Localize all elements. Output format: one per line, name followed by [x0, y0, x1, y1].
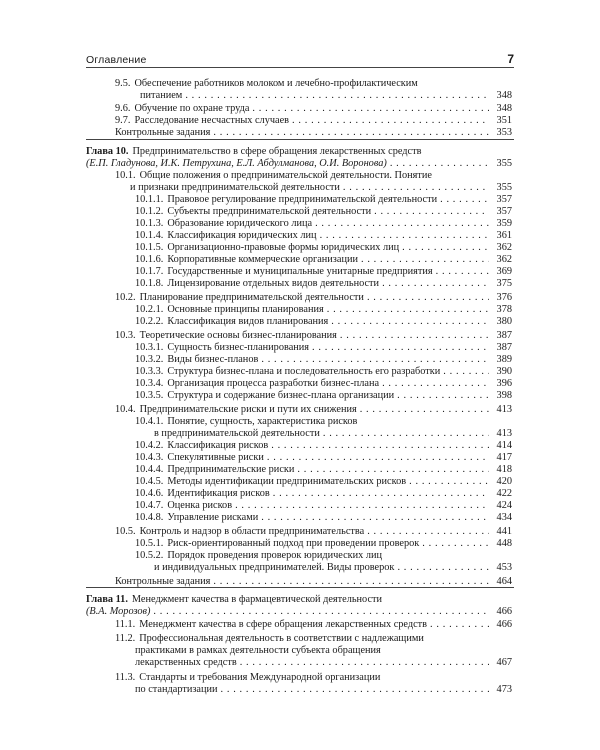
page-number: 396	[496, 378, 512, 389]
toc-entry	[135, 304, 512, 316]
toc-entry	[135, 538, 512, 550]
section-number: 10.4.5.	[135, 476, 164, 487]
toc-entry	[86, 606, 512, 618]
entry-title: Менеджмент качества в фармацевтической деятельности	[131, 594, 383, 605]
entry-title: Структура бизнес-плана и последовательность его разработки	[167, 366, 441, 377]
leader-dots	[382, 378, 489, 390]
page-number: 375	[496, 278, 512, 289]
page-number: 376	[496, 292, 512, 303]
entry-title: Стандарты и требования Международной организации	[139, 672, 381, 683]
section-number: 10.1.	[115, 170, 136, 181]
page-number: 389	[496, 354, 512, 365]
header-page-number: 7	[507, 52, 514, 66]
page-number: 361	[496, 230, 512, 241]
page-number: 369	[496, 266, 512, 277]
toc-entry	[135, 476, 512, 488]
leader-dots	[273, 488, 489, 500]
leader-dots	[235, 500, 489, 512]
leader-dots	[261, 354, 489, 366]
section-number: 10.4.2.	[135, 440, 164, 451]
section-number: 10.1.3.	[135, 218, 164, 229]
chapter-number: Глава 10.	[86, 146, 129, 157]
page-number: 357	[496, 194, 512, 205]
entry-title: Теоретические основы бизнес-планирования	[139, 330, 337, 341]
page-number: 418	[496, 464, 512, 475]
entry-title: Контрольные задания	[115, 127, 211, 138]
toc-entry	[135, 657, 512, 669]
toc-entry	[135, 242, 512, 254]
section-number: 10.1.5.	[135, 242, 164, 253]
leader-dots	[340, 330, 489, 342]
section-number: 10.5.2.	[135, 550, 164, 561]
entry-title: в предпринимательской деятельности	[154, 428, 320, 439]
page-number: 413	[496, 404, 512, 415]
entry-title: Классификация юридических лиц	[167, 230, 317, 241]
page-number: 355	[496, 182, 512, 193]
section-number: 10.1.8.	[135, 278, 164, 289]
entry-title: Контрольные задания	[115, 576, 211, 587]
section-number: 10.3.2.	[135, 354, 164, 365]
entry-title: Предпринимательские риски и пути их снижения	[139, 404, 357, 415]
entry-title: Государственные и муниципальные унитарные предприятия	[167, 266, 433, 277]
page-number: 351	[496, 115, 512, 126]
leader-dots	[430, 619, 489, 631]
leader-dots	[292, 115, 489, 127]
leader-dots	[185, 90, 489, 102]
toc-entry	[115, 127, 512, 139]
entry-title: Основные принципы планирования	[167, 304, 324, 315]
page-number: 362	[496, 254, 512, 265]
entry-title: Расследование несчастных случаев	[134, 115, 290, 126]
leader-dots	[382, 278, 489, 290]
toc-entry	[86, 158, 512, 170]
section-number: 9.7.	[115, 115, 131, 126]
toc-entry	[115, 78, 512, 90]
leader-dots	[343, 182, 489, 194]
page-number: 441	[496, 526, 512, 537]
page-number: 448	[496, 538, 512, 549]
toc-entry	[135, 354, 512, 366]
entry-title: Профессиональная деятельность в соответствии с надлежащими	[139, 633, 424, 644]
entry-title: Образование юридического лица	[167, 218, 313, 229]
leader-dots	[436, 266, 489, 278]
entry-title: практиками в рамках деятельности субъекта обращения	[135, 645, 381, 656]
section-number: 10.4.3.	[135, 452, 164, 463]
section-number: 11.2.	[115, 633, 136, 644]
chapter-divider	[86, 587, 514, 588]
leader-dots	[221, 684, 489, 696]
page-number: 387	[496, 342, 512, 353]
leader-dots	[312, 342, 489, 354]
page-number: 362	[496, 242, 512, 253]
toc-entry	[135, 684, 512, 696]
page-number: 353	[496, 127, 512, 138]
page-number: 355	[496, 158, 512, 169]
entry-title: Планирование предпринимательской деятельности	[139, 292, 364, 303]
toc-entry	[115, 619, 512, 631]
page-number: 359	[496, 218, 512, 229]
section-number: 11.1.	[115, 619, 136, 630]
page-number: 424	[496, 500, 512, 511]
page-number: 473	[496, 684, 512, 695]
toc-entry	[135, 194, 512, 206]
entry-title: Обеспечение работников молоком и лечебно-профилактическим	[134, 78, 418, 89]
leader-dots	[240, 657, 489, 669]
toc-entry	[135, 230, 512, 242]
entry-title: Оценка рисков	[167, 500, 233, 511]
entry-title: Лицензирование отдельных видов деятельности	[167, 278, 380, 289]
section-number: 11.3.	[115, 672, 136, 683]
toc-entry	[115, 404, 512, 416]
toc-entry	[135, 416, 512, 428]
page-number: 378	[496, 304, 512, 315]
leader-dots	[261, 512, 489, 524]
entry-title: Организация процесса разработки бизнес-плана	[167, 378, 380, 389]
entry-title: Субъекты предпринимательской деятельности	[167, 206, 372, 217]
page-number: 413	[496, 428, 512, 439]
toc-entry	[135, 316, 512, 328]
toc-entry	[115, 292, 512, 304]
entry-title: Обучение по охране труда	[134, 103, 250, 114]
section-number: 10.4.4.	[135, 464, 164, 475]
section-number: 10.3.1.	[135, 342, 164, 353]
page-number: 414	[496, 440, 512, 451]
leader-dots	[252, 103, 489, 115]
toc-entry	[86, 594, 512, 606]
page-number: 387	[496, 330, 512, 341]
leader-dots	[374, 206, 489, 218]
entry-title: Управление рисками	[167, 512, 259, 523]
section-number: 10.3.3.	[135, 366, 164, 377]
section-number: 10.5.	[115, 526, 136, 537]
toc-entry	[135, 452, 512, 464]
page-number: 467	[496, 657, 512, 668]
page-number: 390	[496, 366, 512, 377]
section-number: 10.2.2.	[135, 316, 164, 327]
section-number: 10.3.5.	[135, 390, 164, 401]
section-number: 10.4.	[115, 404, 136, 415]
section-number: 10.3.	[115, 330, 136, 341]
leader-dots	[323, 428, 489, 440]
leader-dots	[267, 452, 489, 464]
toc-entry	[86, 146, 512, 158]
entry-title: Спекулятивные риски	[167, 452, 264, 463]
leader-dots	[397, 562, 489, 574]
entry-title: Виды бизнес-планов	[167, 354, 259, 365]
leader-dots	[402, 242, 489, 254]
entry-title: Риск-ориентированный подход при проведении проверок	[167, 538, 420, 549]
page-number: 420	[496, 476, 512, 487]
page-number: 466	[496, 606, 512, 617]
toc-entry	[140, 90, 512, 102]
leader-dots	[443, 366, 489, 378]
leader-dots	[331, 316, 489, 328]
leader-dots	[367, 292, 489, 304]
page-number: 417	[496, 452, 512, 463]
section-number: 10.1.6.	[135, 254, 164, 265]
toc-entry	[135, 645, 512, 657]
entry-title: Структура и содержание бизнес-плана организации	[167, 390, 395, 401]
entry-title: и индивидуальных предпринимателей. Виды проверок	[154, 562, 395, 573]
section-number: 10.2.1.	[135, 304, 164, 315]
section-number: 10.5.1.	[135, 538, 164, 549]
toc-entry	[135, 464, 512, 476]
toc-entry	[135, 488, 512, 500]
section-number: 10.4.8.	[135, 512, 164, 523]
entry-title: Общие положения о предпринимательской деятельности. Понятие	[139, 170, 432, 181]
toc-entry	[135, 366, 512, 378]
page-number: 380	[496, 316, 512, 327]
chapter-authors: (Е.П. Гладунова, И.К. Петрухина, Е.Л. Абдулманова, О.И. Воронова)	[86, 158, 387, 169]
section-number: 10.2.	[115, 292, 136, 303]
entry-title: Понятие, сущность, характеристика рисков	[167, 416, 358, 427]
toc-entry	[154, 562, 512, 574]
page-number: 464	[496, 576, 512, 587]
toc-entry	[135, 278, 512, 290]
toc-entry	[115, 330, 512, 342]
entry-title: Предпринимательские риски	[167, 464, 295, 475]
toc-entry	[135, 440, 512, 452]
section-number: 10.4.1.	[135, 416, 164, 427]
leader-dots	[315, 218, 489, 230]
toc-entry	[154, 428, 512, 440]
page-number: 466	[496, 619, 512, 630]
header-title: Оглавление	[86, 54, 147, 66]
chapter-number: Глава 11.	[86, 594, 128, 605]
toc-entry	[115, 115, 512, 127]
toc-entry	[130, 182, 512, 194]
entry-title: Контроль и надзор в области предпринимательства	[139, 526, 365, 537]
section-number: 10.3.4.	[135, 378, 164, 389]
section-number: 10.4.7.	[135, 500, 164, 511]
entry-title: Правовое регулирование предпринимательской деятельности	[167, 194, 438, 205]
leader-dots	[422, 538, 489, 550]
toc-entry	[115, 103, 512, 115]
entry-title: Идентификация рисков	[167, 488, 270, 499]
page-number: 357	[496, 206, 512, 217]
section-number: 10.1.4.	[135, 230, 164, 241]
entry-title: Менеджмент качества в сфере обращения лекарственных средств	[139, 619, 428, 630]
leader-dots	[213, 127, 489, 139]
leader-dots	[440, 194, 489, 206]
entry-title: Предпринимательство в сфере обращения лекарственных средств	[132, 146, 422, 157]
toc-entry	[115, 526, 512, 538]
page-number: 422	[496, 488, 512, 499]
entry-title: Сущность бизнес-планирования	[167, 342, 310, 353]
leader-dots	[397, 390, 489, 402]
entry-title: лекарственных средств	[135, 657, 237, 668]
leader-dots	[409, 476, 489, 488]
toc-entry	[135, 342, 512, 354]
page-number: 453	[496, 562, 512, 573]
page-number: 348	[496, 90, 512, 101]
page-number: 434	[496, 512, 512, 523]
toc-entry	[135, 218, 512, 230]
chapter-divider	[86, 139, 514, 140]
leader-dots	[361, 254, 489, 266]
entry-title: Организационно-правовые формы юридических лиц	[167, 242, 400, 253]
section-number: 10.4.6.	[135, 488, 164, 499]
page-number: 348	[496, 103, 512, 114]
entry-title: Классификация видов планирования	[167, 316, 329, 327]
toc-entry	[135, 500, 512, 512]
toc-entry	[135, 550, 512, 562]
section-number: 10.1.2.	[135, 206, 164, 217]
toc-entry	[135, 390, 512, 402]
section-number: 10.1.1.	[135, 194, 164, 205]
entry-title: по стандартизации	[135, 684, 218, 695]
leader-dots	[320, 230, 489, 242]
entry-title: и признаки предпринимательской деятельности	[130, 182, 340, 193]
entry-title: питанием	[140, 90, 183, 101]
leader-dots	[327, 304, 489, 316]
section-number: 10.1.7.	[135, 266, 164, 277]
entry-title: Методы идентификации предпринимательских рисков	[167, 476, 407, 487]
toc-entry	[115, 672, 512, 684]
chapter-authors: (В.А. Морозов)	[86, 606, 151, 617]
entry-title: Корпоративные коммерческие организации	[167, 254, 358, 265]
entry-title: Порядок проведения проверок юридических лиц	[167, 550, 383, 561]
leader-dots	[390, 158, 489, 170]
toc-entry	[135, 206, 512, 218]
toc-entry	[135, 512, 512, 524]
leader-dots	[297, 464, 489, 476]
toc-entry	[135, 254, 512, 266]
section-number: 9.5.	[115, 78, 131, 89]
leader-dots	[271, 440, 489, 452]
entry-title: Классификация рисков	[167, 440, 269, 451]
toc-entry	[115, 633, 512, 645]
section-number: 9.6.	[115, 103, 131, 114]
toc-entry	[135, 378, 512, 390]
toc-entry	[115, 170, 512, 182]
page-number: 398	[496, 390, 512, 401]
toc-entry	[135, 266, 512, 278]
leader-dots	[153, 606, 489, 618]
leader-dots	[360, 404, 489, 416]
leader-dots	[367, 526, 489, 538]
